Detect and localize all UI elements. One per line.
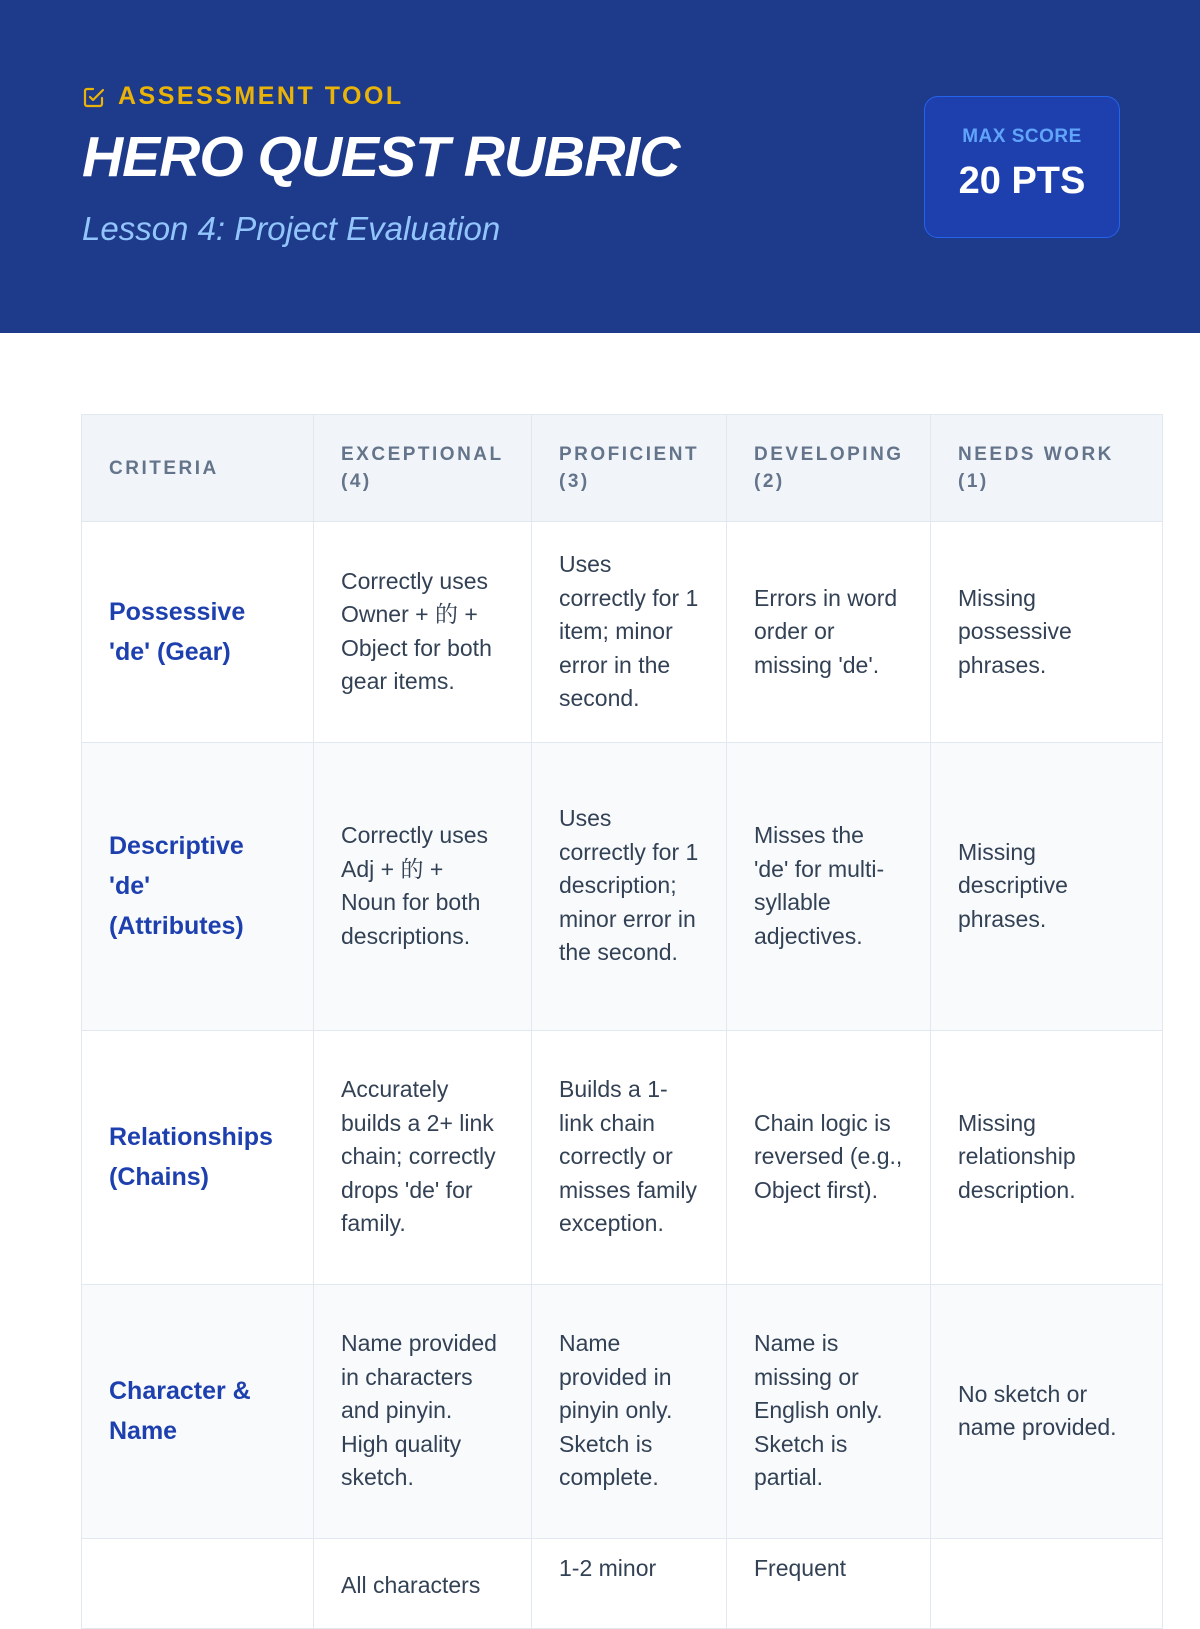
proficient-cell: Builds a 1-link chain correctly or misses family exception.: [532, 1030, 727, 1284]
column-header-exceptional: EXCEPTIONAL (4): [314, 415, 532, 522]
developing-cell: Frequent: [727, 1538, 931, 1629]
developing-cell: Chain logic is reversed (e.g., Object first).: [727, 1030, 931, 1284]
needs-work-cell: Missing relationship description.: [931, 1030, 1163, 1284]
table-row: [82, 1284, 1163, 1538]
exceptional-cell: All characters: [314, 1538, 532, 1629]
needs-work-cell: Missing descriptive phrases.: [931, 742, 1163, 1030]
criteria-cell: [82, 1538, 314, 1629]
page-subtitle: Lesson 4: Project Evaluation: [82, 210, 501, 247]
proficient-cell: Name provided in pinyin only. Sketch is complete.: [532, 1284, 727, 1538]
eyebrow-label: ASSESSMENT TOOL: [118, 82, 404, 110]
criteria-cell: Character & Name: [82, 1284, 314, 1538]
eyebrow: [82, 82, 404, 111]
column-header-proficient: PROFICIENT (3): [532, 415, 727, 522]
table-row: [82, 742, 1163, 1030]
criteria-cell: Relationships (Chains): [82, 1030, 314, 1284]
max-score-value: 20 PTS: [958, 160, 1086, 202]
page-title: HERO QUEST RUBRIC: [82, 125, 680, 189]
table-row: [82, 522, 1163, 743]
column-header-criteria: CRITERIA: [82, 415, 314, 522]
table-header-row: [82, 415, 1163, 522]
rubric-table: [81, 414, 1163, 1629]
developing-cell: Name is missing or English only. Sketch is partial.: [727, 1284, 931, 1538]
checkbox-pencil-icon: [82, 85, 106, 109]
needs-work-cell: [931, 1538, 1163, 1629]
needs-work-cell: No sketch or name provided.: [931, 1284, 1163, 1538]
table-row-partial: [82, 1538, 1163, 1629]
criteria-cell: Descriptive 'de' (Attributes): [82, 742, 314, 1030]
developing-cell: Errors in word order or missing 'de'.: [727, 522, 931, 743]
page-header: [0, 0, 1200, 333]
column-header-developing: DEVELOPING (2): [727, 415, 931, 522]
developing-cell: Misses the 'de' for multi-syllable adjectives.: [727, 742, 931, 1030]
proficient-cell: Uses correctly for 1 item; minor error in the second.: [532, 522, 727, 743]
column-header-needs-work: NEEDS WORK (1): [931, 415, 1163, 522]
criteria-cell: Possessive 'de' (Gear): [82, 522, 314, 743]
exceptional-cell: Correctly uses Adj + 的 + Noun for both descriptions.: [314, 742, 532, 1030]
exceptional-cell: Correctly uses Owner + 的 + Object for both gear items.: [314, 522, 532, 743]
exceptional-cell: Accurately builds a 2+ link chain; correctly drops 'de' for family.: [314, 1030, 532, 1284]
max-score-badge: [924, 96, 1120, 238]
proficient-cell: Uses correctly for 1 description; minor error in the second.: [532, 742, 727, 1030]
exceptional-cell: Name provided in characters and pinyin. High quality sketch.: [314, 1284, 532, 1538]
needs-work-cell: Missing possessive phrases.: [931, 522, 1163, 743]
proficient-cell: 1-2 minor: [532, 1538, 727, 1629]
max-score-label: MAX SCORE: [962, 126, 1082, 147]
table-row: [82, 1030, 1163, 1284]
